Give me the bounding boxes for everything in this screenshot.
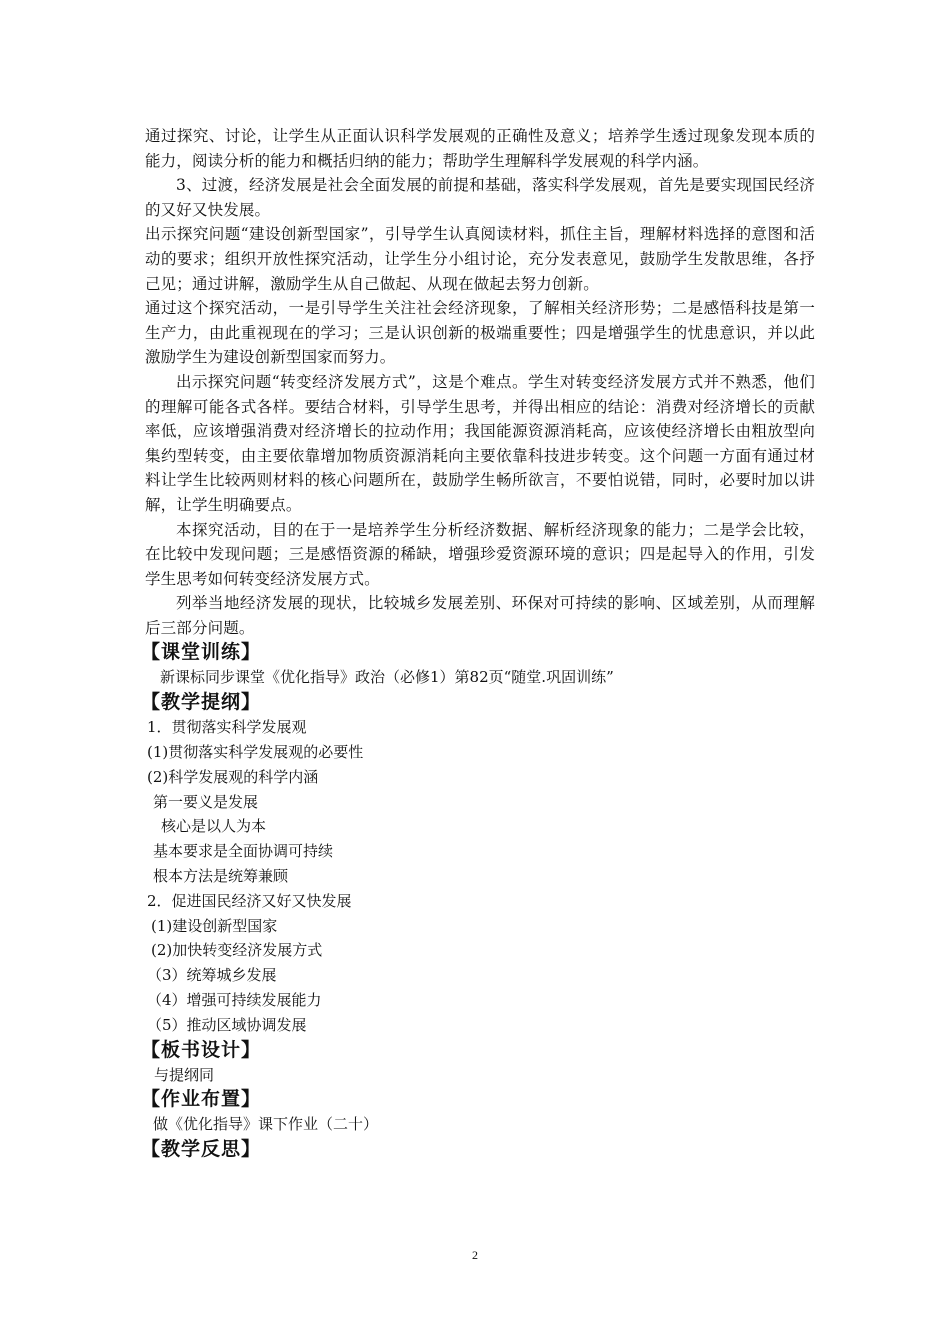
paragraph-activity-aims: 本探究活动，目的在于一是培养学生分析经济数据、解析经济现象的能力；二是学会比较，在比较中发现问题；三是感悟资源的稀缺，增强珍爱资源环境的意识；四是起导入的作用，引发学生思考如何转变经济发展方式。	[145, 520, 815, 588]
outline-item: (2)科学发展观的科学内涵	[147, 767, 319, 786]
outline-item: (1)贯彻落实科学发展观的必要性	[147, 743, 364, 762]
outline-item: （5）推动区域协调发展	[147, 1015, 307, 1034]
outline-item: 基本要求是全面协调可持续	[153, 842, 334, 861]
paragraph-transition: 3、过渡，经济发展是社会全面发展的前提和基础，落实科学发展观，首先是要实现国民经济的又好又快发展。	[145, 176, 815, 219]
homework-text: 做《优化指导》课下作业（二十）	[153, 1115, 379, 1134]
outline-item: 1．贯彻落实科学发展观	[147, 718, 307, 737]
outline-item: 2．促进国民经济又好又快发展	[147, 891, 352, 910]
outline-item: 核心是以人为本	[161, 817, 267, 836]
page-number: 2	[472, 1248, 478, 1262]
board-heading: 【板书设计】	[141, 1038, 262, 1061]
paragraph-local-economy: 列举当地经济发展的现状，比较城乡发展差别、环保对可持续的影响、区域差别，从而理解后三部分问题。	[145, 594, 815, 637]
outline-heading: 【教学提纲】	[141, 691, 262, 714]
board-text: 与提纲同	[154, 1065, 215, 1084]
outline-item: （4）增强可持续发展能力	[147, 991, 322, 1010]
paragraph-development-mode: 出示探究问题“转变经济发展方式”，这是个难点。学生对转变经济发展方式并不熟悉，他们的理解可能各式各样。要结合材料，引导学生思考，并得出相应的结论：消费对经济增长的贡献率低，应该增强消费对经济增长的拉动作用；我国能源资源消耗高，应该使经济增长由粗放型向集约型转变，由主要依靠增加物质资源消耗向主要依靠科技进步转变。这个问题一方面有通过材料让学生比较两则材料的核心问题所在，鼓励学生畅所欲言，不要怕说错，同时，必要时加以讲解，让学生明确要点。	[145, 372, 815, 514]
training-text: 新课标同步课堂《优化指导》政治（必修1）第82页“随堂.巩固训练”	[160, 668, 614, 687]
outline-item: (1)建设创新型国家	[151, 916, 278, 935]
paragraph-inquiry-goals: 通过探究、讨论，让学生从正面认识科学发展观的正确性及意义；培养学生透过现象发现本质的能力，阅读分析的能力和概括归纳的能力；帮助学生理解科学发展观的科学内涵。	[145, 127, 815, 170]
paragraph-activity-purpose: 通过这个探究活动，一是引导学生关注社会经济现象，了解相关经济形势；二是感悟科技是第一生产力，由此重视现在的学习；三是认识创新的极端重要性；四是增强学生的忧患意识，并以此激励学生为建设创新型国家而努力。	[145, 299, 815, 367]
outline-item: 根本方法是统筹兼顾	[153, 867, 289, 886]
paragraph-innovative-country: 出示探究问题“建设创新型国家”，引导学生认真阅读材料，抓住主旨，理解材料选择的意图和活动的要求；组织开放性探究活动，让学生分小组讨论，充分发表意见，鼓励学生发散思维，各抒己见；通过讲解，激励学生从自己做起、从现在做起去努力创新。	[145, 225, 815, 293]
outline-item: (2)加快转变经济发展方式	[151, 941, 323, 960]
training-heading: 【课堂训练】	[141, 641, 262, 664]
document-body	[141, 124, 815, 1162]
outline-item: 第一要义是发展	[153, 792, 259, 811]
homework-heading: 【作业布置】	[141, 1088, 262, 1111]
reflection-heading: 【教学反思】	[141, 1138, 262, 1161]
outline-item: （3）统筹城乡发展	[147, 966, 277, 985]
